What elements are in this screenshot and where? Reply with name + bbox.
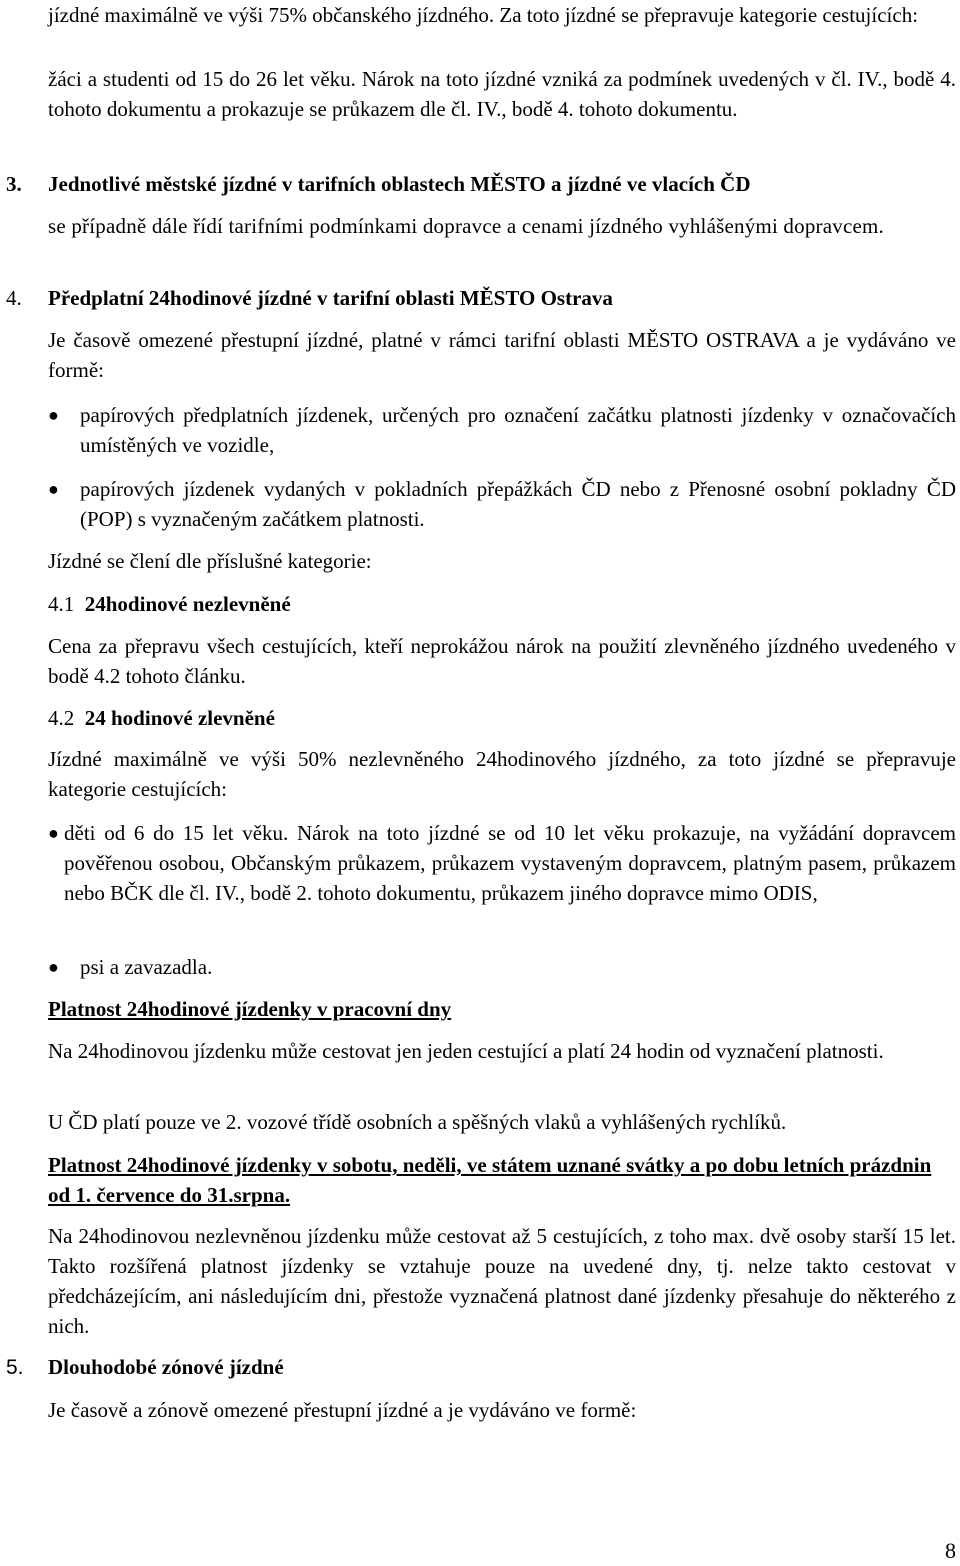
subsection-4-2-heading xyxy=(48,703,956,733)
bullet-icon: ● xyxy=(48,957,59,977)
section-3-text: se případně dále řídí tarifními podmínkami dopravce a cenami jízdného vyhlášenými dopravcem. xyxy=(48,214,884,238)
section-3-title: Jednotlivé městské jízdné v tarifních oblastech MĚSTO a jízdné ve vlacích ČD xyxy=(48,172,751,196)
section-5-number: 5. xyxy=(6,1356,24,1379)
subsection-4-2-bullet-1: děti od 6 do 15 let věku. Nárok na toto jízdné se od 10 let věku prokazuje, na vyžádání dopravcem pověřenou osobou, Občanským průkazem, průkazem vystaveným dopravcem, platným pasem, průkazem nebo BČK dle čl. IV., bodě 2. tohoto dokumentu, průkazem jiného dopravce mimo ODIS, xyxy=(64,821,956,905)
subsection-4-1-heading xyxy=(48,589,956,619)
section-4-bullet-1: papírových předplatních jízdenek, určených pro označení začátku platnosti jízdenky v označovačích umístěných ve vozidle, xyxy=(80,403,956,457)
subsection-4-1-number: 4.1 xyxy=(48,592,75,616)
subsection-4-1-text: Cena za přepravu všech cestujících, kteří neprokážou nárok na použití zlevněného jízdného uvedeného v bodě 4.2 tohoto článku. xyxy=(48,634,956,688)
section-4-heading xyxy=(6,283,956,313)
categories-line: Jízdné se člení dle příslušné kategorie: xyxy=(48,549,372,573)
subsection-4-2-title: 24 hodinové zlevněné xyxy=(84,706,275,730)
workdays-validity-text-2: U ČD platí pouze ve 2. vozové třídě osobních a spěšných vlaků a vyhlášených rychlíků. xyxy=(48,1110,787,1134)
section-5-title: Dlouhodobé zónové jízdné xyxy=(48,1355,284,1379)
weekend-validity-text: Na 24hodinovou nezlevněnou jízdenku může cestovat až 5 cestujících, z toho max. dvě osoby starší 15 let. Takto rozšířená platnost jízdenky se vztahuje pouze na uvedené dny, tj. nelze takto cestovat v předcházejícím, ani následujícím dni, přestože vyznačená platnost dané jízdenky přesahuje do některého z nich. xyxy=(48,1224,956,1338)
section-5-text: Je časově a zónově omezené přestupní jízdné a je vydáváno ve formě: xyxy=(48,1398,637,1422)
section-4-title: Předplatní 24hodinové jízdné v tarifní oblasti MĚSTO Ostrava xyxy=(48,286,613,310)
workdays-validity-title: Platnost 24hodinové jízdenky v pracovní dny xyxy=(48,997,452,1021)
section-4-number: 4. xyxy=(6,286,22,310)
intro-paragraph: jízdné maximálně ve výši 75% občanského jízdného. Za toto jízdné se přepravuje kategorie cestujících: xyxy=(48,3,919,27)
bullet-icon: ● xyxy=(48,479,59,499)
subsection-4-2-bullet-2: psi a zavazadla. xyxy=(80,955,213,979)
section-5-heading xyxy=(6,1352,956,1383)
subsection-4-1-title: 24hodinové nezlevněné xyxy=(84,592,291,616)
section-4-bullet-2: papírových jízdenek vydaných v pokladních přepážkách ČD nebo z Přenosné osobní pokladny ČD (POP) s vyznačeným začátkem platnosti. xyxy=(80,477,956,531)
workdays-validity-text-1: Na 24hodinovou jízdenku může cestovat jen jeden cestující a platí 24 hodin od vyznačení platnosti. xyxy=(48,1039,884,1063)
bullet-icon: ● xyxy=(48,405,59,425)
section-3-number: 3. xyxy=(6,172,22,196)
subsection-4-2-number: 4.2 xyxy=(48,706,75,730)
student-category-paragraph: žáci a studenti od 15 do 26 let věku. Nárok na toto jízdné vzniká za podmínek uvedených v čl. IV., bodě 4. tohoto dokumentu a prokazuje se průkazem dle čl. IV., bodě 4. tohoto dokumentu. xyxy=(48,67,956,121)
bullet-icon: ● xyxy=(48,823,59,843)
section-4-intro: Je časově omezené přestupní jízdné, platné v rámci tarifní oblasti MĚSTO OSTRAVA a je vydáváno ve formě: xyxy=(48,328,956,382)
subsection-4-2-text: Jízdné maximálně ve výši 50% nezlevněného 24hodinového jízdného, za toto jízdné se přepravuje kategorie cestujících: xyxy=(48,747,956,801)
weekend-validity-title: Platnost 24hodinové jízdenky v sobotu, neděli, ve státem uznané svátky a po dobu letních prázdnin od 1. července do 31.srpna. xyxy=(48,1153,932,1207)
section-3-heading xyxy=(6,169,956,199)
page-number: 8 xyxy=(945,1538,956,1563)
